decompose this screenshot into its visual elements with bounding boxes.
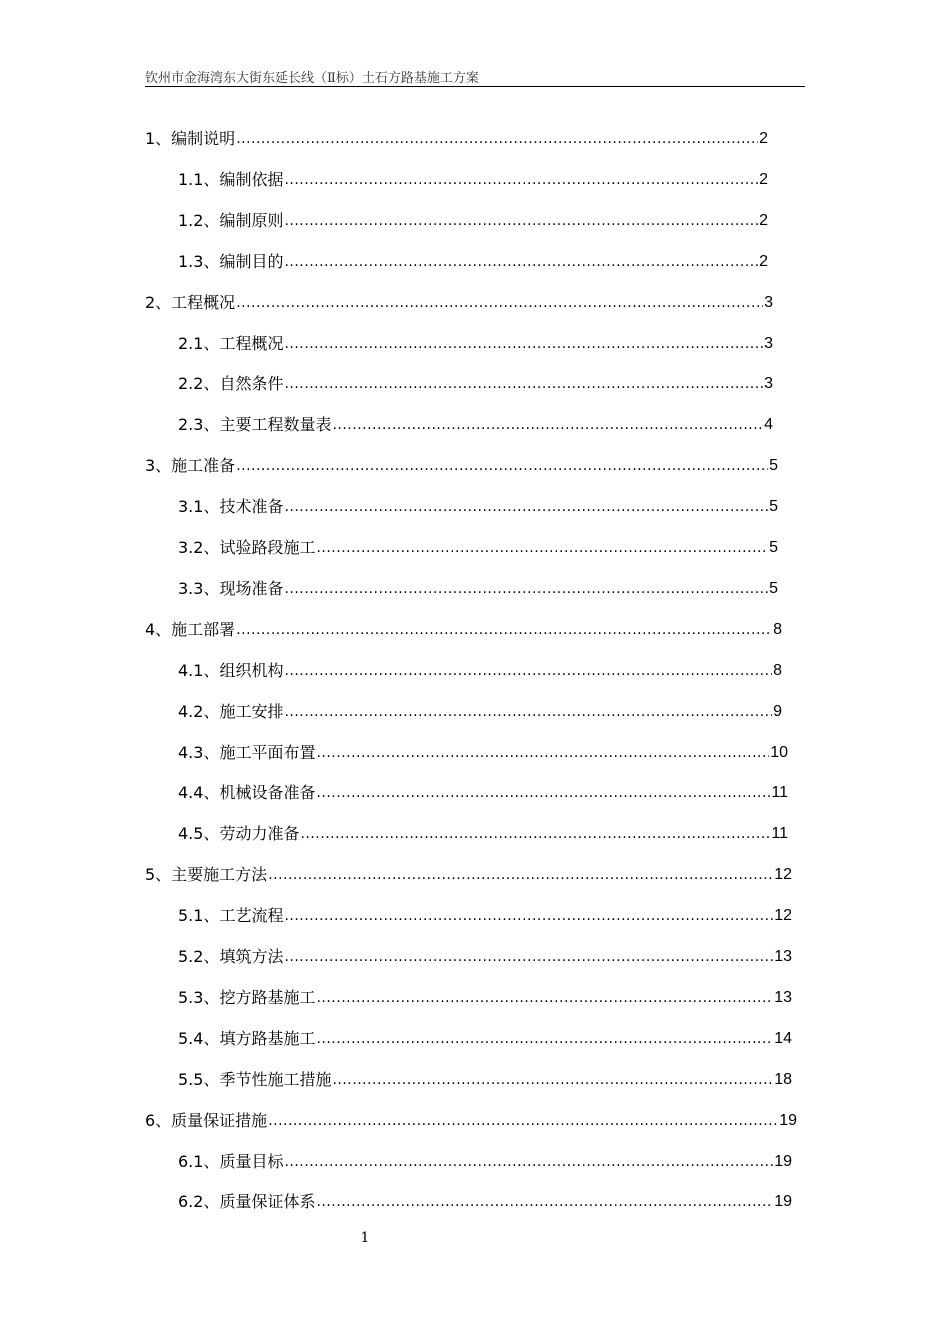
toc-entry-page: 8 [773,620,782,638]
toc-dot-leader [268,865,773,885]
toc-entry[interactable] [178,779,788,803]
toc-entry-page: 2 [759,211,768,229]
toc-entry[interactable] [145,616,782,640]
toc-entry[interactable] [178,657,782,681]
toc-entry-label: 5.5、季节性施工措施 [178,1069,332,1089]
toc-entry-page: 5 [769,539,778,556]
toc-entry-label: 4.2、施工安排 [178,701,284,721]
toc-entry[interactable] [178,820,788,844]
toc-dot-leader [284,579,768,599]
toc-entry-page: 13 [774,948,792,965]
toc-entry-label: 4.1、组织机构 [178,660,284,680]
toc-entry[interactable] [178,166,768,190]
header-title: 钦州市金海湾东大街东延长线（Ⅱ标）土石方路基施工方案 [145,71,479,86]
toc-entry-label: 3.2、试验路段施工 [178,538,316,557]
toc-entry[interactable] [178,1148,792,1172]
toc-entry[interactable] [178,575,778,599]
toc-entry[interactable] [178,493,778,517]
toc-entry-label: 5.3、挖方路基施工 [178,987,316,1007]
toc-entry-page: 5 [769,498,778,516]
toc-dot-leader [316,1192,773,1212]
toc-dot-leader [236,620,772,640]
toc-entry-label: 5.1、工艺流程 [178,906,284,926]
toc-entry[interactable] [178,207,768,231]
toc-entry-label: 6.1、质量目标 [178,1151,284,1171]
toc-entry-page: 2 [759,170,768,188]
toc-entry[interactable] [145,289,773,313]
toc-entry-label: 3、施工准备 [145,456,236,476]
toc-entry-page: 5 [769,579,778,597]
toc-entry-label: 1.2、编制原则 [178,210,284,230]
toc-entry-label: 2.1、工程概况 [178,333,284,353]
toc-entry-label: 1.3、编制目的 [178,251,284,271]
toc-dot-leader [284,334,763,354]
toc-entry-label: 6、质量保证措施 [145,1110,268,1130]
toc-entry-page: 12 [774,907,792,925]
toc-entry-page: 13 [774,988,792,1006]
toc-entry-page: 14 [774,1029,792,1047]
toc-dot-leader [284,497,768,517]
toc-entry-label: 5、主要施工方法 [145,865,268,885]
toc-dot-leader [316,1029,773,1049]
toc-entry[interactable] [178,248,768,272]
toc-entry[interactable] [178,984,792,1008]
toc-dot-leader [284,906,773,926]
toc-entry-label: 4、施工部署 [145,619,236,639]
toc-entry[interactable] [178,739,788,763]
toc-entry[interactable] [178,943,792,967]
toc-entry-label: 4.5、劳动力准备 [178,824,300,844]
toc-entry-label: 5.4、填方路基施工 [178,1028,316,1048]
toc-entry[interactable] [178,902,792,926]
toc-entry[interactable] [145,1107,797,1131]
toc-entry-label: 4.4、机械设备准备 [178,783,316,803]
toc-entry-page: 11 [771,825,788,843]
toc-entry-label: 2.2、自然条件 [178,374,284,394]
toc-entry-page: 2 [759,252,768,270]
toc-entry-page: 18 [774,1070,792,1088]
toc-entry-page: 3 [764,375,773,393]
toc-dot-leader [316,988,773,1008]
toc-entry-page: 8 [773,661,782,679]
toc-dot-leader [284,947,773,967]
toc-entry[interactable] [145,125,768,149]
toc-entry-page: 10 [770,743,788,761]
toc-entry-label: 3.1、技术准备 [178,497,284,517]
toc-entry-page: 4 [764,416,773,434]
toc-dot-leader [316,783,770,803]
toc-entry[interactable] [178,330,773,354]
toc-dot-leader [284,170,758,190]
toc-dot-leader [284,211,758,231]
toc-dot-leader [300,824,770,844]
toc-entry-page: 19 [774,1152,792,1170]
toc-dot-leader [316,538,768,558]
toc-entry[interactable] [178,1066,792,1090]
toc-entry-page: 12 [774,866,792,884]
toc-dot-leader [236,293,763,313]
toc-entry-page: 19 [779,1111,797,1129]
toc-entry[interactable] [178,411,773,435]
toc-dot-leader [284,252,758,272]
toc-dot-leader [284,374,763,394]
toc-entry-label: 1、编制说明 [145,129,236,148]
toc-entry-page: 11 [771,784,788,802]
toc-entry-label: 1.1、编制依据 [178,169,284,189]
toc-dot-leader [332,1070,773,1090]
toc-entry-label: 4.3、施工平面布置 [178,742,316,762]
toc-entry[interactable] [178,1188,792,1212]
toc-entry[interactable] [178,534,778,558]
page-number: 1 [360,1230,370,1246]
toc-entry-page: 5 [769,457,778,475]
toc-entry-page: 9 [773,702,782,720]
toc-entry[interactable] [145,452,778,476]
toc-entry-label: 5.2、填筑方法 [178,947,284,966]
toc-entry-label: 2.3、主要工程数量表 [178,415,332,435]
toc-dot-leader [316,743,769,763]
toc-dot-leader [236,456,768,476]
toc-entry-page: 3 [764,334,773,352]
toc-entry-page: 2 [759,130,768,147]
toc-dot-leader [284,702,772,722]
toc-dot-leader [332,415,763,435]
toc-dot-leader [284,661,772,681]
toc-entry[interactable] [178,1025,792,1049]
toc-dot-leader [236,129,758,149]
toc-entry[interactable] [178,698,782,722]
toc-entry-label: 2、工程概况 [145,292,236,312]
toc-entry[interactable] [145,861,792,885]
toc-entry-label: 6.2、质量保证体系 [178,1192,316,1212]
toc-dot-leader [284,1152,773,1172]
toc-dot-leader [268,1111,778,1131]
toc-entry[interactable] [178,370,773,394]
toc-entry-page: 3 [764,293,773,311]
toc-entry-label: 3.3、现场准备 [178,578,284,598]
toc-entry-page: 19 [774,1193,792,1211]
